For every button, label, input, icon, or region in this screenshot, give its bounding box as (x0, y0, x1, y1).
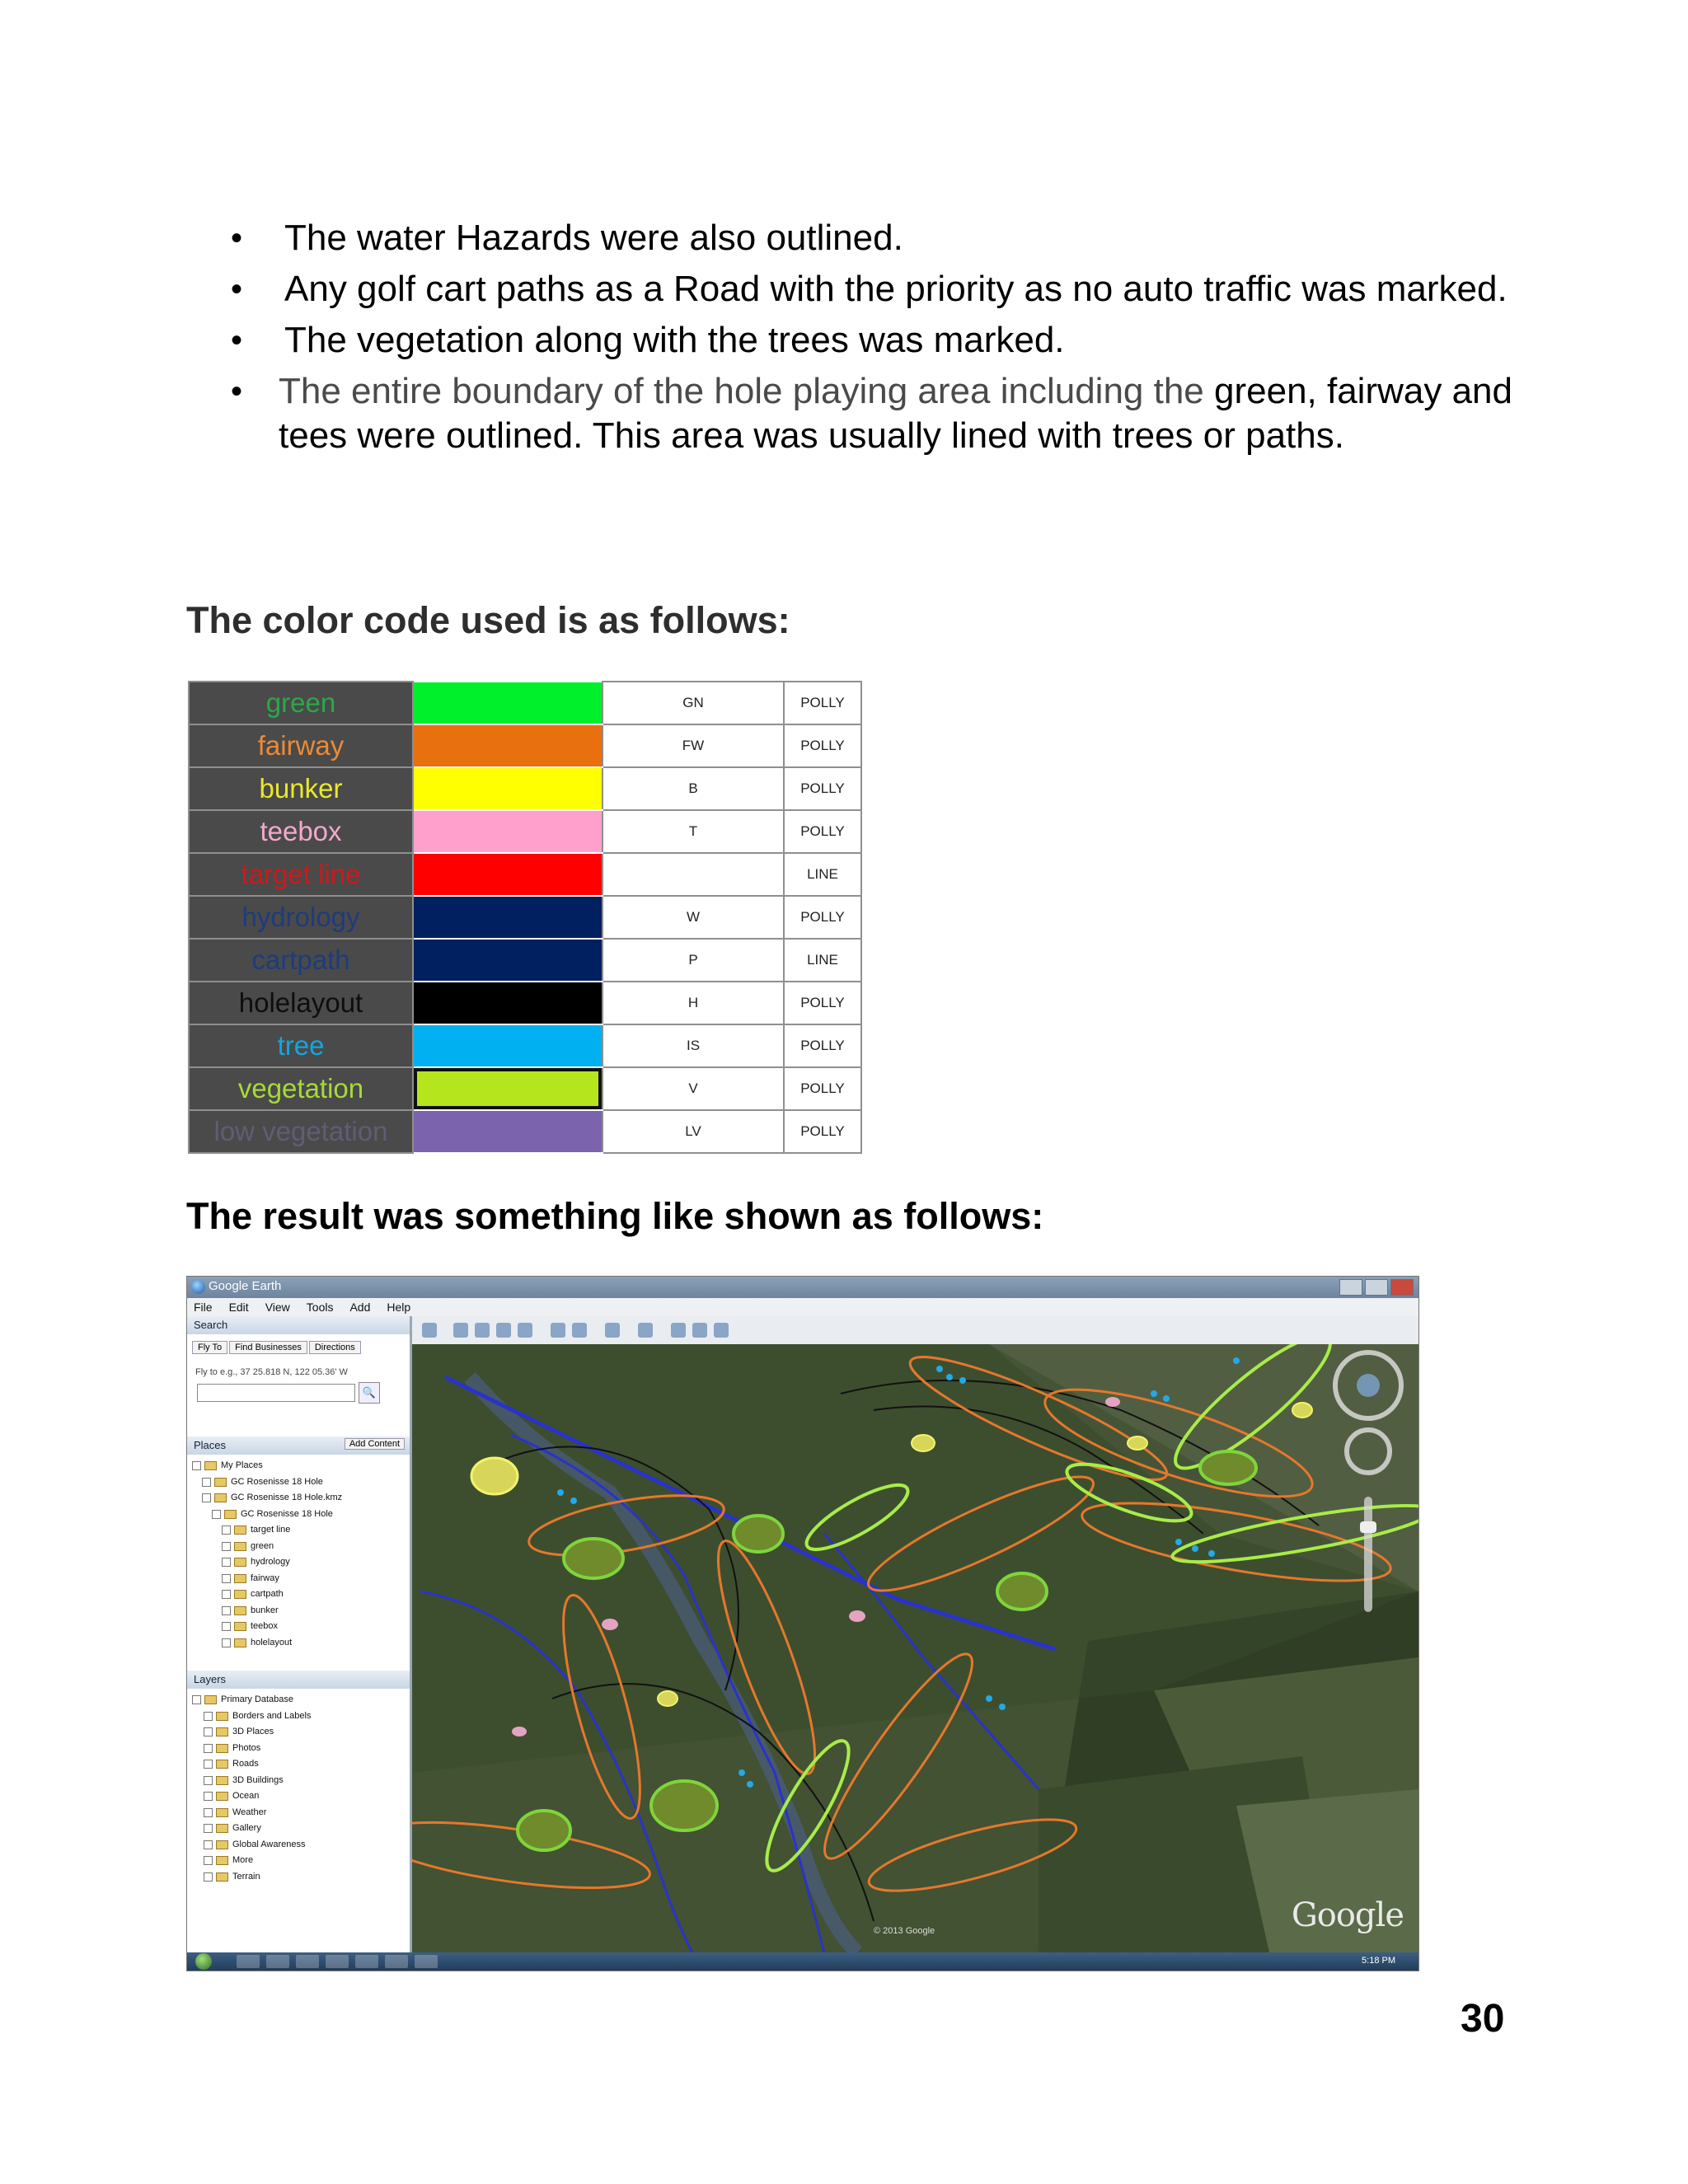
color-code-row (189, 767, 861, 810)
tree-item[interactable] (192, 1458, 342, 1474)
folder-icon (234, 1622, 246, 1631)
color-code-type: POLLY (784, 1067, 861, 1110)
color-code-type: POLLY (784, 810, 861, 853)
folder-icon (216, 1808, 228, 1817)
checkbox[interactable] (202, 1478, 211, 1487)
tree-item-label: Gallery (232, 1823, 261, 1833)
fly-to-hint: Fly to e.g., 37 25.818 N, 122 05.36' W (195, 1367, 348, 1377)
bullet-cart-paths: • Any golf cart paths as a Road with the priority as no auto traffic was marked. (231, 264, 1517, 315)
color-code-type: POLLY (784, 724, 861, 767)
color-code-type: LINE (784, 939, 861, 982)
color-code-type: POLLY (784, 896, 861, 939)
tree-item[interactable] (192, 1788, 311, 1805)
color-code-abbrev: IS (603, 1024, 784, 1067)
folder-icon (216, 1712, 228, 1721)
print-icon[interactable] (692, 1323, 707, 1338)
menu-help[interactable]: Help (387, 1301, 411, 1314)
menu-edit[interactable]: Edit (228, 1301, 249, 1314)
sun-icon[interactable] (605, 1323, 620, 1338)
map-copyright: © 2013 Google (874, 1926, 935, 1936)
color-swatch (413, 982, 603, 1024)
google-logo: Google (1291, 1896, 1404, 1934)
folder-icon (204, 1695, 217, 1704)
tree-item[interactable] (192, 1507, 342, 1523)
history-icon[interactable] (572, 1323, 587, 1338)
golf-course-overlay (412, 1344, 1418, 1952)
tree-item[interactable] (192, 1539, 342, 1555)
checkbox[interactable] (204, 1856, 213, 1865)
tree-item-label: Roads (232, 1759, 259, 1769)
tree-item-label: 3D Places (232, 1727, 274, 1736)
color-code-abbrev: T (603, 810, 784, 853)
email-icon[interactable] (671, 1323, 686, 1338)
window-controls (1339, 1279, 1414, 1296)
color-code-type: POLLY (784, 682, 861, 724)
checkbox[interactable] (204, 1760, 213, 1769)
color-code-type: POLLY (784, 1024, 861, 1067)
color-code-type: LINE (784, 853, 861, 896)
color-code-row (189, 724, 861, 767)
tree-item-label: cartpath (251, 1589, 284, 1599)
color-swatch (413, 724, 603, 767)
color-code-name: hydrology (189, 896, 413, 939)
tree-item[interactable] (192, 1773, 311, 1789)
color-code-row (189, 853, 861, 896)
folder-icon (234, 1590, 246, 1599)
maximize-icon[interactable] (1365, 1279, 1388, 1296)
color-code-abbrev: V (603, 1067, 784, 1110)
color-code-row (189, 682, 861, 724)
checkbox[interactable] (222, 1542, 231, 1551)
map-toolbar (412, 1316, 1418, 1345)
window-titlebar (187, 1277, 1418, 1298)
color-code-name: cartpath (189, 939, 413, 982)
layers-panel-header[interactable]: Layers (187, 1671, 410, 1689)
folder-icon (224, 1510, 237, 1519)
color-swatch (413, 1110, 603, 1153)
bullet-list (231, 213, 1517, 458)
search-input[interactable] (197, 1384, 355, 1402)
taskbar-app-icon[interactable] (266, 1955, 289, 1968)
tree-item[interactable] (192, 1554, 342, 1571)
tree-item[interactable] (192, 1741, 311, 1757)
color-code-abbrev: H (603, 982, 784, 1024)
tree-item[interactable] (192, 1692, 311, 1708)
tab-fly-to[interactable]: Fly To (192, 1341, 227, 1354)
tree-item[interactable] (192, 1805, 311, 1821)
tree-item-label: hydrology (251, 1557, 290, 1567)
checkbox[interactable] (204, 1776, 213, 1785)
folder-icon (204, 1461, 217, 1470)
bullet-boundary-part2: green, fairway and tees were outlined. This area was usually lined with trees or paths. (279, 371, 1512, 456)
color-swatch (413, 1067, 603, 1110)
folder-icon (234, 1526, 246, 1535)
tree-item-label: Global Awareness (232, 1839, 306, 1849)
color-code-table (188, 681, 862, 1154)
tree-item[interactable] (192, 1619, 342, 1635)
bullet-vegetation: • The vegetation along with the trees was marked. (231, 315, 1517, 366)
color-code-name: low vegetation (189, 1110, 413, 1153)
color-code-abbrev: FW (603, 724, 784, 767)
menu-add[interactable]: Add (349, 1301, 371, 1314)
checkbox[interactable] (222, 1638, 231, 1647)
color-code-name: holelayout (189, 982, 413, 1024)
checkbox[interactable] (222, 1526, 231, 1535)
color-code-name: green (189, 682, 413, 724)
tree-item[interactable] (192, 1708, 311, 1725)
tree-item[interactable] (192, 1724, 311, 1741)
checkbox[interactable] (222, 1606, 231, 1615)
checkbox[interactable] (204, 1727, 213, 1736)
tree-item-label: GC Rosenisse 18 Hole (231, 1476, 323, 1487)
tree-item[interactable] (192, 1837, 311, 1854)
bullet-boundary (231, 369, 1517, 458)
tab-directions[interactable]: Directions (309, 1341, 361, 1354)
checkbox[interactable] (222, 1622, 231, 1631)
tour-icon[interactable] (551, 1323, 565, 1338)
tab-find-businesses[interactable]: Find Businesses (229, 1341, 307, 1354)
folder-icon (216, 1727, 228, 1736)
placemark-icon[interactable] (453, 1323, 468, 1338)
folder-icon (234, 1574, 246, 1583)
sidebar-toggle-icon[interactable] (422, 1323, 437, 1338)
color-code-abbrev: GN (603, 682, 784, 724)
folder-icon (234, 1638, 246, 1647)
path-icon[interactable] (496, 1323, 511, 1338)
color-code-name: bunker (189, 767, 413, 810)
tree-item[interactable] (192, 1586, 342, 1603)
tree-item[interactable] (192, 1522, 342, 1539)
tree-item-label: Photos (232, 1742, 261, 1753)
tree-item[interactable] (192, 1869, 311, 1886)
folder-icon (216, 1760, 228, 1769)
color-code-row (189, 810, 861, 853)
checkbox[interactable] (204, 1824, 213, 1833)
map-view-icon[interactable] (714, 1323, 729, 1338)
folder-icon (234, 1558, 246, 1567)
color-code-name: vegetation (189, 1067, 413, 1110)
folder-icon (216, 1744, 228, 1753)
places-panel-header[interactable]: Places (187, 1436, 410, 1455)
checkbox[interactable] (204, 1840, 213, 1849)
search-icon[interactable]: 🔍 (359, 1382, 380, 1404)
menu-file[interactable]: File (194, 1301, 213, 1314)
color-swatch (413, 1024, 603, 1067)
tree-item[interactable] (192, 1853, 311, 1869)
window-title: Google Earth (209, 1279, 282, 1293)
folder-icon (216, 1872, 228, 1882)
minimize-icon[interactable] (1339, 1279, 1362, 1296)
color-swatch (413, 939, 603, 982)
color-code-name: fairway (189, 724, 413, 767)
folder-icon (216, 1792, 228, 1801)
color-swatch (413, 896, 603, 939)
color-code-name: tree (189, 1024, 413, 1067)
checkbox[interactable] (204, 1792, 213, 1801)
tree-item-label: 3D Buildings (232, 1774, 284, 1785)
add-content-button[interactable]: Add Content (345, 1438, 405, 1450)
color-swatch (413, 767, 603, 810)
search-tabs (192, 1341, 361, 1354)
checkbox[interactable] (204, 1872, 213, 1882)
folder-icon (216, 1840, 228, 1849)
checkbox[interactable] (204, 1808, 213, 1817)
color-code-row (189, 1024, 861, 1067)
tree-item[interactable] (192, 1571, 342, 1587)
color-code-type: POLLY (784, 767, 861, 810)
search-panel-header[interactable]: Search (187, 1316, 410, 1334)
color-swatch (413, 853, 603, 896)
color-code-row (189, 1067, 861, 1110)
tree-item-label: GC Rosenisse 18 Hole (241, 1508, 333, 1519)
color-code-abbrev: P (603, 939, 784, 982)
bullet-water-hazards: • The water Hazards were also outlined. (231, 213, 1517, 264)
folder-icon (216, 1824, 228, 1833)
color-code-name: teebox (189, 810, 413, 853)
tree-item[interactable] (192, 1756, 311, 1773)
checkbox[interactable] (222, 1558, 231, 1567)
color-code-type: POLLY (784, 982, 861, 1024)
taskbar-clock: 5:18 PM (1362, 1956, 1395, 1966)
color-code-abbrev: W (603, 896, 784, 939)
page-number: 30 (1461, 1997, 1505, 2041)
checkbox[interactable] (204, 1744, 213, 1753)
tree-item-label: teebox (251, 1621, 279, 1631)
tree-item[interactable] (192, 1821, 311, 1837)
taskbar (187, 1952, 1418, 1971)
checkbox[interactable] (192, 1461, 201, 1470)
checkbox[interactable] (212, 1510, 221, 1519)
color-code-heading: The color code used is as follows: (186, 599, 790, 641)
tree-item-label: Terrain (232, 1871, 260, 1882)
tree-item-label: Ocean (232, 1791, 260, 1801)
tree-item-label: target line (251, 1525, 291, 1535)
taskbar-app-icon[interactable] (296, 1955, 319, 1968)
folder-icon (234, 1606, 246, 1615)
menu-bar (187, 1298, 1418, 1316)
tree-item[interactable] (192, 1490, 342, 1507)
tree-item-label: bunker (251, 1605, 279, 1615)
tree-item[interactable] (192, 1635, 342, 1652)
google-earth-screenshot (186, 1276, 1419, 1971)
layers-tree (187, 1692, 311, 1885)
result-heading: The result was something like shown as follows: (186, 1195, 1044, 1237)
color-code-row (189, 939, 861, 982)
color-code-type: POLLY (784, 1110, 861, 1153)
tree-item-label: holelayout (251, 1637, 293, 1647)
folder-icon (234, 1542, 246, 1551)
map-view[interactable] (412, 1344, 1418, 1952)
bullet-boundary-part1: The entire boundary of the hole playing area including the (279, 371, 1214, 411)
checkbox[interactable] (222, 1574, 231, 1583)
ruler-icon[interactable] (638, 1323, 653, 1338)
menu-tools[interactable]: Tools (306, 1301, 334, 1314)
color-code-abbrev: B (603, 767, 784, 810)
places-tree (187, 1458, 342, 1651)
tree-item-label: Primary Database (221, 1694, 294, 1704)
folder-icon (216, 1776, 228, 1785)
checkbox[interactable] (202, 1493, 211, 1502)
tree-item-label: Weather (232, 1807, 267, 1817)
folder-icon (214, 1478, 227, 1487)
color-code-name: target line (189, 853, 413, 896)
google-earth-icon (191, 1280, 205, 1294)
start-icon[interactable] (195, 1953, 212, 1970)
checkbox[interactable] (204, 1712, 213, 1721)
color-code-abbrev (603, 853, 784, 896)
menu-view[interactable]: View (265, 1301, 290, 1314)
color-swatch (413, 810, 603, 853)
taskbar-app-icon[interactable] (355, 1955, 378, 1968)
color-code-row (189, 982, 861, 1024)
taskbar-app-icon[interactable] (415, 1955, 438, 1968)
taskbar-app-icon[interactable] (385, 1955, 408, 1968)
color-code-abbrev: LV (603, 1110, 784, 1153)
taskbar-app-icon[interactable] (237, 1955, 260, 1968)
tree-item-label: green (251, 1540, 274, 1551)
color-swatch (413, 682, 603, 724)
close-icon[interactable] (1390, 1279, 1414, 1296)
tree-item[interactable] (192, 1603, 342, 1619)
checkbox[interactable] (222, 1590, 231, 1599)
tree-item-label: My Places (221, 1460, 263, 1470)
folder-icon (216, 1856, 228, 1865)
tree-item-label: fairway (251, 1572, 279, 1583)
sidebar (187, 1316, 412, 1952)
color-code-row (189, 1110, 861, 1153)
folder-icon (214, 1493, 227, 1502)
taskbar-app-icon[interactable] (326, 1955, 349, 1968)
color-code-row (189, 896, 861, 939)
overlay-icon[interactable] (518, 1323, 532, 1338)
tree-item[interactable] (192, 1474, 342, 1491)
tree-item-label: GC Rosenisse 18 Hole.kmz (231, 1493, 343, 1502)
checkbox[interactable] (192, 1695, 201, 1704)
tree-item-label: Borders and Labels (232, 1710, 312, 1721)
tree-item-label: More (232, 1855, 254, 1865)
polygon-icon[interactable] (475, 1323, 490, 1338)
